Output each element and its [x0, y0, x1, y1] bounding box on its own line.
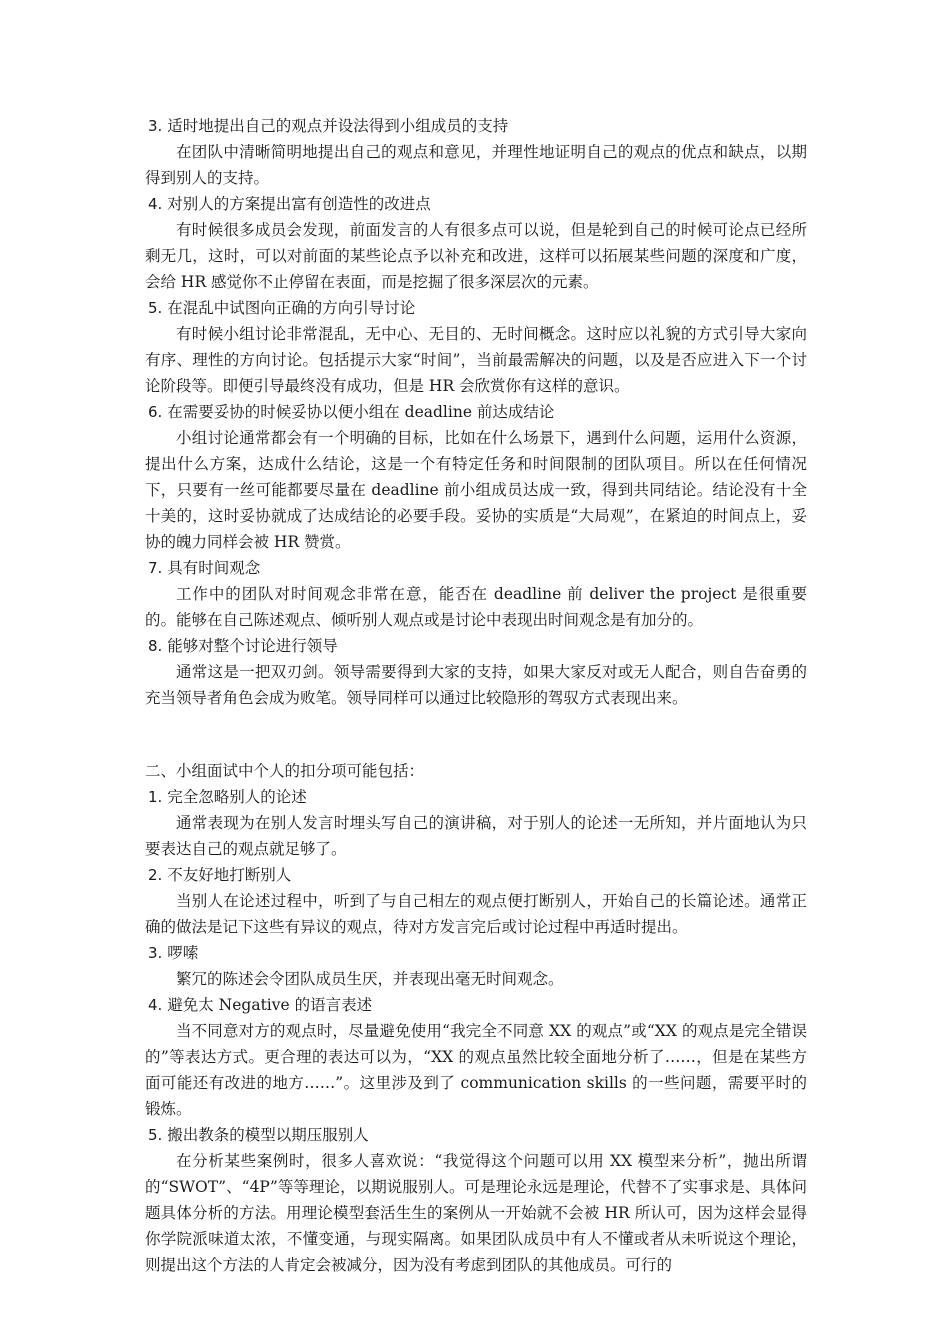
item-title: 在需要妥协的时候妥协以便小组在 deadline 前达成结论 [167, 403, 555, 421]
item-heading [145, 295, 807, 321]
item-paragraph: 当别人在论述过程中，听到了与自己相左的观点便打断别人，开始自己的长篇论述。通常正确的做法是记下这些有异议的观点，待对方发言完后或讨论过程中再适时提出。 [145, 892, 807, 936]
item-6 [145, 399, 807, 555]
item-title: 适时地提出自己的观点并设法得到小组成员的支持 [167, 117, 509, 135]
item-number: 2. [148, 866, 163, 884]
item-title: 具有时间观念 [167, 559, 261, 577]
item-heading [145, 862, 807, 888]
item-title: 在混乱中试图向正确的方向引导讨论 [167, 299, 416, 317]
item-paragraph: 有时候很多成员会发现，前面发言的人有很多点可以说，但是轮到自己的时候可论点已经所剩无几，这时，可以对前面的某些论点予以补充和改进，这样可以拓展某些问题的深度和广度，会给 HR 感觉你不止停留在表面，而是挖掘了很多深层次的元素。 [145, 221, 807, 291]
item-paragraph: 繁冗的陈述会令团队成员生厌，并表现出毫无时间观念。 [176, 970, 564, 988]
item-title: 完全忽略别人的论述 [167, 788, 307, 806]
item-paragraph: 小组讨论通常都会有一个明确的目标，比如在什么场景下，遇到什么问题，运用什么资源，提出什么方案，达成什么结论，这是一个有特定任务和时间限制的团队项目。所以在任何情况下，只要有一丝可能都要尽量在 deadline 前小组成员达成一致，得到共同结论。结论没有十全十美的，这时妥协就成了达成结论的必要手段。妥协的实质是“大局观”，在紧迫的时间点上，妥协的魄力同样会被 HR 赞赏。 [145, 429, 807, 551]
item-paragraph: 当不同意对方的观点时，尽量避免使用“我完全不同意 XX 的观点”或“XX 的观点是完全错误的”等表达方式。更合理的表达可以为，“XX 的观点虽然比较全面地分析了……，但是在某些方面可能还有改进的地方……”。这里涉及到了 communication skills 的一些问题，需要平时的锻炼。 [145, 1022, 807, 1118]
item-3 [145, 113, 807, 191]
item-number: 5. [148, 299, 163, 317]
item-title: 啰嗦 [167, 944, 199, 962]
item-title: 能够对整个讨论进行领导 [167, 637, 338, 655]
deduction-item-4 [145, 992, 807, 1122]
item-number: 3. [148, 117, 163, 135]
item-8 [145, 633, 807, 711]
item-paragraph: 通常这是一把双刃剑。领导需要得到大家的支持，如果大家反对或无人配合，则自告奋勇的充当领导者角色会成为败笔。领导同样可以通过比较隐形的驾驭方式表现出来。 [145, 663, 807, 707]
document-body [145, 113, 807, 1278]
deduction-item-3 [145, 940, 807, 992]
item-number: 4. [148, 996, 163, 1014]
deduction-item-1 [145, 784, 807, 862]
item-number: 7. [148, 559, 163, 577]
item-5 [145, 295, 807, 399]
item-number: 8. [148, 637, 163, 655]
item-number: 1. [148, 788, 163, 806]
item-heading [145, 633, 807, 659]
item-heading [145, 113, 807, 139]
item-title: 搬出教条的模型以期压服别人 [167, 1126, 369, 1144]
item-heading [145, 784, 807, 810]
item-title: 避免太 Negative 的语言表述 [167, 996, 373, 1014]
item-4 [145, 191, 807, 295]
deduction-item-2 [145, 862, 807, 940]
item-paragraph: 工作中的团队对时间观念非常在意，能否在 deadline 前 deliver the project 是很重要的。能够在自己陈述观点、倾听别人观点或是讨论中表现出时间观念是有加分的。 [145, 585, 807, 629]
item-heading [145, 191, 807, 217]
section-title: 二、小组面试中个人的扣分项可能包括： [145, 762, 425, 780]
item-heading [145, 940, 807, 966]
item-heading [145, 992, 807, 1018]
item-heading [145, 1122, 807, 1148]
item-number: 5. [148, 1126, 163, 1144]
item-number: 6. [148, 403, 163, 421]
item-number: 3. [148, 944, 163, 962]
item-heading [145, 399, 807, 425]
item-7 [145, 555, 807, 633]
item-paragraph: 在团队中清晰简明地提出自己的观点和意见，并理性地证明自己的观点的优点和缺点，以期得到别人的支持。 [145, 143, 807, 187]
item-number: 4. [148, 195, 163, 213]
item-paragraph: 通常表现为在别人发言时埋头写自己的演讲稿，对于别人的论述一无所知，并片面地认为只要表达自己的观点就足够了。 [145, 814, 807, 858]
item-paragraph: 有时候小组讨论非常混乱，无中心、无目的、无时间概念。这时应以礼貌的方式引导大家向有序、理性的方向讨论。包括提示大家“时间”，当前最需解决的问题，以及是否应进入下一个讨论阶段等。即便引导最终没有成功，但是 HR 会欣赏你有这样的意识。 [145, 325, 807, 395]
item-title: 不友好地打断别人 [167, 866, 292, 884]
deduction-item-5 [145, 1122, 807, 1278]
item-heading [145, 555, 807, 581]
item-title: 对别人的方案提出富有创造性的改进点 [167, 195, 431, 213]
item-paragraph: 在分析某些案例时，很多人喜欢说：“我觉得这个问题可以用 XX 模型来分析”，抛出所谓的“SWOT”、“4P”等等理论，以期说服别人。可是理论永远是理论，代替不了实事求是、具体问题具体分析的方法。用理论模型套活生生的案例从一开始就不会被 HR 所认可，因为这样会显得你学院派味道太浓，不懂变通，与现实隔离。如果团队成员中有人不懂或者从未听说这个理论，则提出这个方法的人肯定会被减分，因为没有考虑到团队的其他成员。可行的 [145, 1152, 807, 1274]
